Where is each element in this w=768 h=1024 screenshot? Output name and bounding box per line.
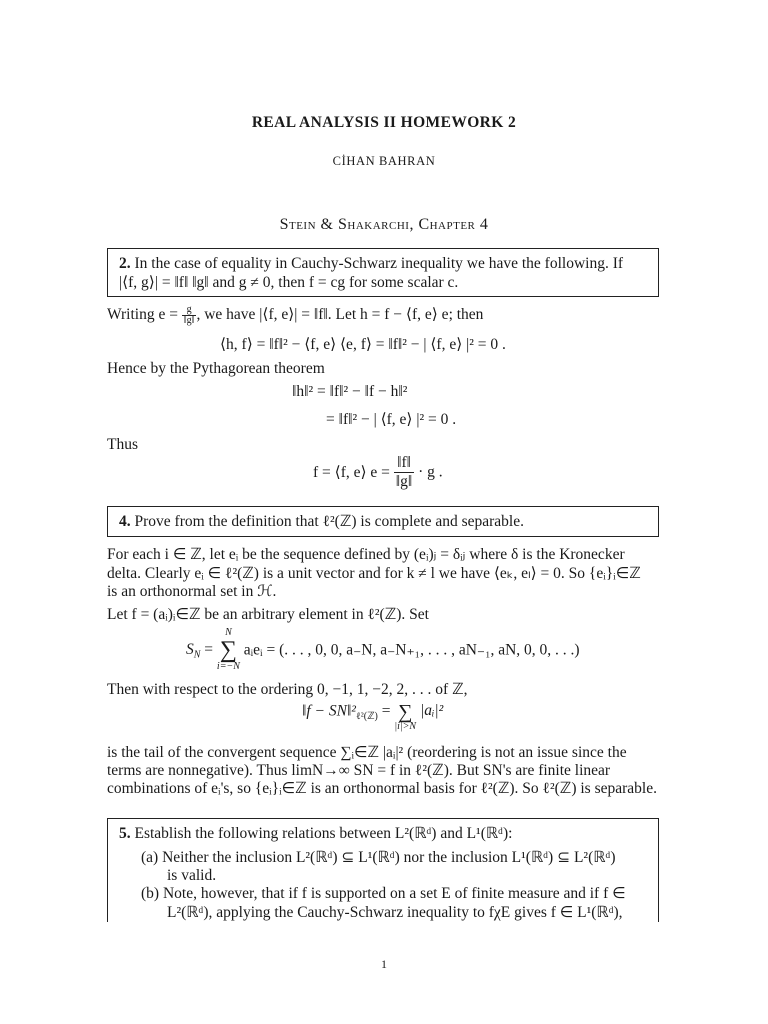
problem-2-box xyxy=(107,248,659,297)
problem-2-line-2: |⟨f, g⟩| = ‖f‖ ‖g‖ and g ≠ 0, then f = cg for some scalar c. xyxy=(119,274,459,291)
solution-4-tail-line-1: is the tail of the convergent sequence ∑ᵢ∈ℤ |aᵢ|² (reordering is not an issue since the xyxy=(107,744,627,761)
document-title: REAL ANALYSIS II HOMEWORK 2 xyxy=(251,114,517,131)
ordering-text: Then with respect to the ordering 0, −1, 1, −2, 2, . . . of ℤ, xyxy=(107,681,468,698)
equation-norm-h-line-2: = ‖f‖² − | ⟨f, e⟩ |² = 0 . xyxy=(326,411,457,428)
problem-5-box xyxy=(107,818,659,922)
problem-5-intro-text: Establish the following relations between L²(ℝᵈ) and L¹(ℝᵈ): xyxy=(134,825,513,842)
problem-2-text-1: In the case of equality in Cauchy-Schwarz inequality we have the following. If xyxy=(134,255,624,272)
solution-4-line-2: delta. Clearly eᵢ ∈ ℓ²(ℤ) is a unit vector and for k ≠ l we have ⟨eₖ, eₗ⟩ = 0. So {eᵢ}ᵢ∈ℤ xyxy=(107,565,641,582)
problem-2-line-1 xyxy=(119,254,623,273)
sn-rhs: aᵢeᵢ = (. . . , 0, 0, a₋N, a₋N₊₁, . . . , aN₋₁, aN, 0, 0, . . .) xyxy=(243,641,580,659)
problem-5-part-b-line-1: (b) Note, however, that if f is supported on a set E of finite measure and if f ∈ xyxy=(141,885,626,902)
problem-4-line xyxy=(119,512,524,531)
sigma-icon: ∑ xyxy=(219,637,237,663)
solution-2-writing xyxy=(107,305,483,326)
problem-2-number: 2. xyxy=(119,255,131,272)
section-heading: Stein & Shakarchi, Chapter 4 xyxy=(279,216,489,233)
equation-sn xyxy=(186,628,580,672)
writing-prefix: Writing e = xyxy=(107,306,178,324)
solution-4-line-3: is an orthonormal set in ℋ. xyxy=(107,583,277,600)
tail-summation-sign xyxy=(394,702,416,732)
tail-sum-lower-limit: |i|>N xyxy=(394,721,417,732)
problem-5-number: 5. xyxy=(119,825,131,842)
summation-sign xyxy=(217,628,240,672)
problem-5-part-b-line-2: L²(ℝᵈ), applying the Cauchy-Schwarz inequality to fχE gives f ∈ L¹(ℝᵈ), xyxy=(167,904,623,921)
tail-norm-subscript: ℓ²(ℤ) xyxy=(355,711,378,723)
equation-f-cg xyxy=(313,454,443,491)
fraction-numerator: g xyxy=(182,305,197,316)
equation-norm-h-line-1: ‖h‖² = ‖f‖² − ‖f − h‖² xyxy=(292,383,408,400)
sn-subscript: N xyxy=(193,649,201,661)
solution-4-line-1: For each i ∈ ℤ, let eᵢ be the sequence defined by (eᵢ)ⱼ = δᵢⱼ where δ is the Kronecker xyxy=(107,546,625,563)
sum-upper-limit: N xyxy=(225,627,232,638)
problem-5-part-a-line-2: is valid. xyxy=(167,867,217,884)
tail-norm-rhs: |aᵢ|² xyxy=(419,702,444,719)
eq3-suffix: · g . xyxy=(418,463,443,481)
equation-h-f: ⟨h, f⟩ = ‖f‖² − ⟨f, e⟩ ⟨e, f⟩ = ‖f‖² − | ⟨f, e⟩ |² = 0 . xyxy=(220,336,506,353)
writing-suffix: , we have |⟨f, e⟩| = ‖f‖. Let h = f − ⟨f, e⟩ e; then xyxy=(196,306,484,324)
sn-symbol: S xyxy=(186,641,194,658)
equation-tail-norm xyxy=(302,702,443,732)
tail-norm-lhs: ‖f − SN‖² xyxy=(302,702,356,720)
eq3-numerator: ‖f‖ xyxy=(394,454,414,473)
solution-4-tail-line-2: terms are nonnegative). Thus limN→∞ SN = f in ℓ²(ℤ). But SN's are finite linear xyxy=(107,762,611,779)
page-number: 1 xyxy=(381,957,387,971)
sigma-icon: ∑ xyxy=(398,701,413,723)
solution-4-tail-line-3: combinations of eᵢ's, so {eᵢ}ᵢ∈ℤ is an orthonormal basis for ℓ²(ℤ). So ℓ²(ℤ) is separable. xyxy=(107,780,657,797)
problem-4-box xyxy=(107,506,659,537)
norm-f-over-norm-g xyxy=(394,454,414,491)
eq3-denominator: ‖g‖ xyxy=(395,473,413,490)
sum-lower-limit: i=−N xyxy=(216,661,240,672)
problem-5-part-a-line-1: (a) Neither the inclusion L²(ℝᵈ) ⊆ L¹(ℝᵈ) nor the inclusion L¹(ℝᵈ) ⊆ L²(ℝᵈ) xyxy=(141,849,616,866)
g-over-norm-g xyxy=(182,305,197,326)
problem-5-intro xyxy=(119,824,512,843)
thus-text: Thus xyxy=(107,436,138,453)
problem-4-text: Prove from the definition that ℓ²(ℤ) is complete and separable. xyxy=(134,513,524,530)
fraction-denominator: ‖g‖ xyxy=(183,315,195,326)
eq3-prefix: f = ⟨f, e⟩ e = xyxy=(313,464,390,481)
solution-4-let-f: Let f = (aᵢ)ᵢ∈ℤ be an arbitrary element in ℓ²(ℤ). Set xyxy=(107,606,429,623)
author-name: CİHAN BAHRAN xyxy=(332,154,436,168)
pythagorean-text: Hence by the Pythagorean theorem xyxy=(107,360,325,377)
tail-norm-equals: = xyxy=(381,702,391,720)
problem-4-number: 4. xyxy=(119,513,131,530)
sn-equals: = xyxy=(204,641,214,658)
